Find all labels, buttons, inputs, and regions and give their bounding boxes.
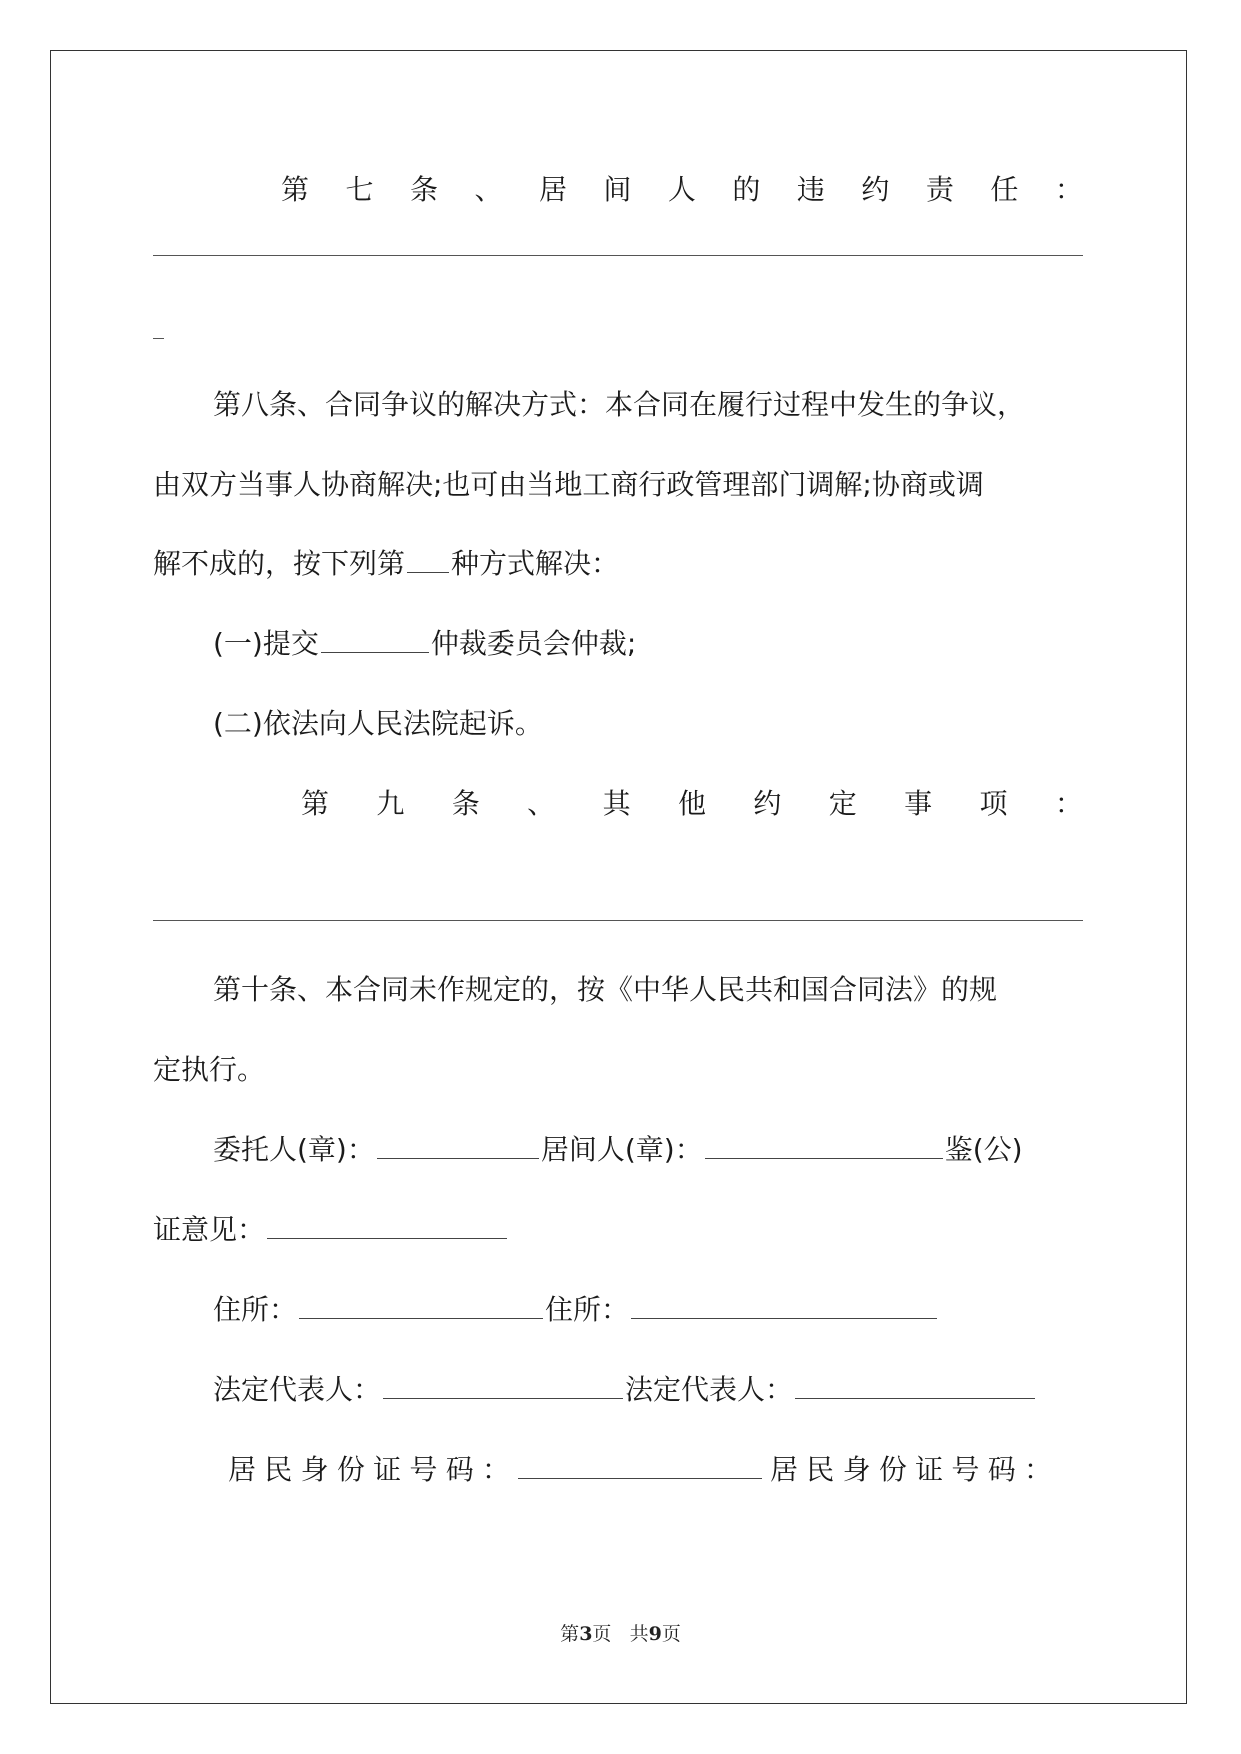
- arbitration-committee-blank: [321, 626, 429, 653]
- spaced-char: 第: [281, 173, 310, 206]
- article8-line2: 由双方当事人协商解决;也可由当地工商行政管理部门调解;协商或调: [153, 468, 984, 501]
- method-number-blank: [407, 546, 449, 573]
- legal-rep-blank-1: [383, 1372, 623, 1399]
- legal-rep-label-2: 法定代表人：: [625, 1373, 794, 1406]
- article10-line1: 第十条、本合同未作规定的，按《中华人民共和国合同法》的规: [213, 973, 998, 1006]
- client-seal-label: 委托人(章)：: [213, 1133, 375, 1166]
- spaced-char: 条: [409, 173, 438, 206]
- spaced-char: 人: [667, 173, 696, 206]
- spaced-char: 民: [806, 1453, 835, 1486]
- option1-text-b: 仲裁委员会仲裁;: [430, 627, 637, 660]
- signature-line1: [153, 1132, 1083, 1168]
- spaced-char: 定: [828, 787, 857, 820]
- spaced-char: 身: [842, 1453, 871, 1486]
- footer-prefix: 第: [560, 1623, 580, 1645]
- article8-line3-text-b: 种方式解决：: [451, 547, 620, 580]
- legal-rep-blank-2: [795, 1372, 1035, 1399]
- spaced-char: 居: [770, 1453, 799, 1486]
- footer-page-number: 3: [579, 1623, 593, 1645]
- spaced-char: 约: [753, 787, 782, 820]
- article8-line3-text-a: 解不成的，按下列第: [153, 547, 406, 580]
- broker-seal-label: 居间人(章)：: [540, 1133, 703, 1166]
- address-label-1: 住所：: [213, 1293, 298, 1326]
- spaced-char: 事: [904, 787, 933, 820]
- client-seal-blank: [377, 1132, 539, 1159]
- signature-line2: [153, 1212, 1083, 1248]
- signature-line5: [153, 1452, 1083, 1488]
- spaced-char: 责: [925, 173, 954, 206]
- article10-line2: 定执行。: [153, 1053, 266, 1086]
- footer-total-suffix: 页: [661, 1623, 681, 1645]
- notary-opinion-blank: [267, 1212, 507, 1239]
- spaced-char: 九: [376, 787, 405, 820]
- spaced-char: 任: [990, 173, 1019, 206]
- article8-line3: [153, 546, 1083, 582]
- spaced-char: 的: [732, 173, 761, 206]
- option1-text-a: (一)提交: [213, 627, 319, 660]
- spaced-char: 份: [878, 1453, 907, 1486]
- spaced-char: 约: [861, 173, 890, 206]
- legal-rep-label-1: 法定代表人：: [213, 1373, 382, 1406]
- article9-fill-line: [153, 920, 1083, 921]
- article7-fill-line: [153, 255, 1083, 256]
- id-number-blank: [518, 1452, 762, 1479]
- spaced-char: ：: [1054, 173, 1083, 206]
- spaced-char: 号: [409, 1453, 438, 1486]
- spaced-char: 证: [915, 1453, 944, 1486]
- spaced-char: 其: [602, 787, 631, 820]
- spaced-char: 份: [336, 1453, 365, 1486]
- notary-label-a: 鉴(公): [944, 1133, 1023, 1166]
- notary-label-b: 证意见：: [153, 1213, 266, 1246]
- id-number-label-1: [228, 1452, 510, 1488]
- spaced-char: 码: [987, 1453, 1016, 1486]
- signature-line3: [153, 1292, 1083, 1328]
- address-blank-1: [299, 1292, 543, 1319]
- spaced-char: 七: [345, 173, 374, 206]
- spaced-char: 条: [451, 787, 480, 820]
- spaced-char: 证: [373, 1453, 402, 1486]
- footer-total-prefix: 共: [629, 1623, 649, 1645]
- footer-page-suffix: 页: [592, 1623, 612, 1645]
- spaced-char: 居: [538, 173, 567, 206]
- spaced-char: ：: [1023, 1453, 1052, 1486]
- spaced-char: 身: [300, 1453, 329, 1486]
- spaced-char: 、: [527, 787, 556, 820]
- article8-option1: [153, 626, 1083, 662]
- spaced-char: 居: [228, 1453, 257, 1486]
- article7-heading: [153, 172, 1083, 208]
- article9-heading: [153, 786, 1083, 822]
- article7-fill-line-end: [153, 338, 164, 339]
- footer-total-pages: 9: [648, 1623, 662, 1645]
- address-blank-2: [631, 1292, 937, 1319]
- spaced-char: 号: [951, 1453, 980, 1486]
- address-label-2: 住所：: [545, 1293, 630, 1326]
- id-number-label-2: [770, 1452, 1052, 1488]
- article8-line1: 第八条、合同争议的解决方式：本合同在履行过程中发生的争议，: [213, 388, 1026, 421]
- spaced-char: 民: [264, 1453, 293, 1486]
- page-footer: [0, 1619, 1241, 1646]
- spaced-char: 第: [301, 787, 330, 820]
- spaced-char: 违: [796, 173, 825, 206]
- spaced-char: 、: [474, 173, 503, 206]
- spaced-char: 项: [979, 787, 1008, 820]
- spaced-char: 他: [677, 787, 706, 820]
- spaced-char: 码: [445, 1453, 474, 1486]
- signature-line4: [153, 1372, 1083, 1408]
- broker-seal-blank: [705, 1132, 943, 1159]
- spaced-char: ：: [481, 1453, 510, 1486]
- spaced-char: ：: [1054, 787, 1083, 820]
- article8-option2: (二)依法向人民法院起诉。: [213, 707, 543, 740]
- spaced-char: 间: [603, 173, 632, 206]
